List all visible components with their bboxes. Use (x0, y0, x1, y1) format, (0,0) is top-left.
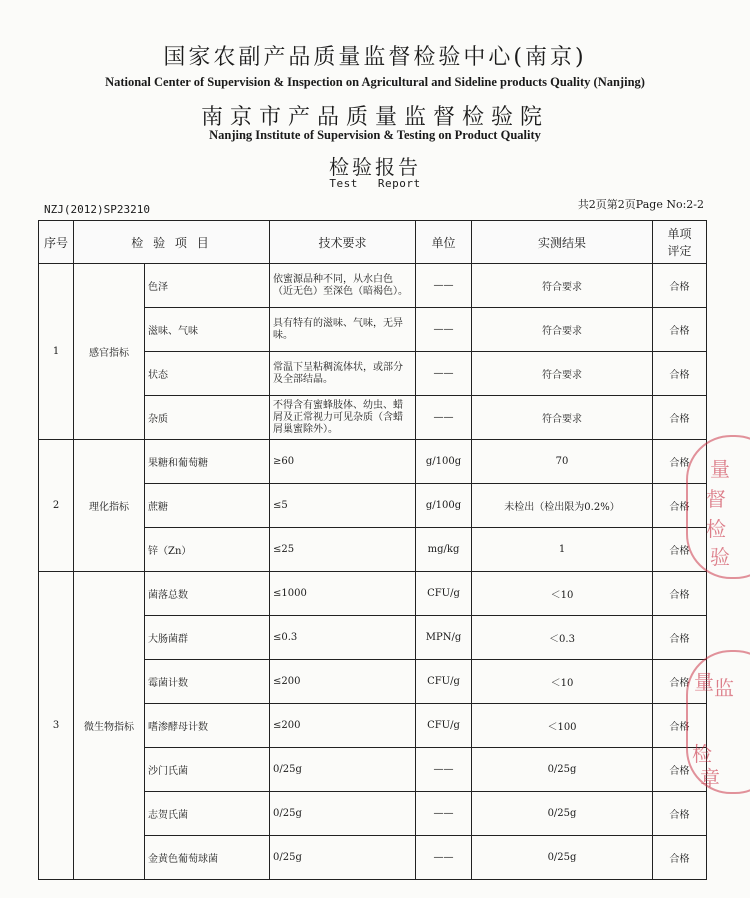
result-cell: 符合要求 (472, 308, 653, 352)
header-requirement: 技术要求 (270, 221, 416, 264)
requirement-cell: 0/25g (270, 792, 416, 836)
report-title-en-word1: Test (329, 177, 358, 190)
header-judgment (653, 221, 707, 264)
unit-cell: CFU/g (416, 572, 472, 616)
requirement-cell: 0/25g (270, 836, 416, 880)
stamp-char: 监 (714, 676, 734, 700)
result-cell: 70 (472, 440, 653, 484)
requirement-cell: ≤200 (270, 704, 416, 748)
judgment-cell: 合格 (653, 836, 707, 880)
group-name: 微生物指标 (74, 572, 145, 880)
requirement-cell: 依蜜源品种不同，从水白色（近无色）至深色（暗褐色）。 (270, 264, 416, 308)
requirement-cell: ≤5 (270, 484, 416, 528)
item-name: 霉菌计数 (145, 660, 270, 704)
header-item: 检 验 项 目 (74, 221, 270, 264)
judgment-cell: 合格 (653, 528, 707, 572)
center-title-cn: 国家农副产品质量监督检验中心(南京) (163, 45, 587, 70)
unit-cell: —— (416, 396, 472, 440)
requirement-cell: ≤25 (270, 528, 416, 572)
stamp-char: 检 (706, 517, 726, 541)
unit-cell: CFU/g (416, 704, 472, 748)
group-name: 感官指标 (74, 264, 145, 440)
item-name: 志贺氏菌 (145, 792, 270, 836)
result-cell: 未检出（检出限为0.2%） (472, 484, 653, 528)
group-number: 3 (39, 572, 74, 880)
item-name: 杂质 (145, 396, 270, 440)
header-no: 序号 (39, 221, 74, 264)
stamp-char: 督 (706, 487, 726, 511)
stamp-char: 章 (700, 766, 720, 790)
header-judgment-line2: 评定 (667, 244, 692, 258)
report-title-cn: 检验报告 (329, 155, 421, 179)
requirement-cell: ≥60 (270, 440, 416, 484)
requirement-cell: 常温下呈粘稠流体状，或部分及全部结晶。 (270, 352, 416, 396)
unit-cell: CFU/g (416, 660, 472, 704)
unit-cell: MPN/g (416, 616, 472, 660)
judgment-cell: 合格 (653, 308, 707, 352)
institute-title-en: Nanjing Institute of Supervision & Testing on Product Quality (209, 128, 541, 142)
item-name: 锌（Zn） (145, 528, 270, 572)
judgment-cell: 合格 (653, 572, 707, 616)
requirement-cell: ≤200 (270, 660, 416, 704)
judgment-cell: 合格 (653, 660, 707, 704)
judgment-cell: 合格 (653, 440, 707, 484)
result-cell: ＜100 (472, 704, 653, 748)
judgment-cell: 合格 (653, 704, 707, 748)
red-seal-stamp (686, 650, 750, 794)
judgment-cell: 合格 (653, 748, 707, 792)
institute-title-cn: 南京市产品质量监督检验院 (200, 105, 549, 130)
report-title-en-word2: Report (377, 177, 421, 190)
item-name: 金黄色葡萄球菌 (145, 836, 270, 880)
item-name: 果糖和葡萄糖 (145, 440, 270, 484)
result-cell: 0/25g (472, 792, 653, 836)
result-cell: 符合要求 (472, 352, 653, 396)
stamp-char: 量 (710, 457, 730, 481)
item-name: 状态 (145, 352, 270, 396)
requirement-cell: 0/25g (270, 748, 416, 792)
table-header-row (39, 221, 707, 264)
document-number: NZJ(2012)SP23210 (44, 203, 150, 216)
judgment-cell: 合格 (653, 396, 707, 440)
judgment-cell: 合格 (653, 616, 707, 660)
stamp-char: 量 (694, 670, 714, 694)
item-name: 沙门氏菌 (145, 748, 270, 792)
red-seal-stamp (686, 435, 750, 579)
table-row (39, 572, 707, 616)
stamp-char: 验 (710, 545, 730, 569)
unit-cell: —— (416, 308, 472, 352)
requirement-cell: ≤1000 (270, 572, 416, 616)
result-cell: 0/25g (472, 836, 653, 880)
result-cell: ＜10 (472, 572, 653, 616)
result-cell: ＜10 (472, 660, 653, 704)
judgment-cell: 合格 (653, 264, 707, 308)
unit-cell: —— (416, 264, 472, 308)
unit-cell: —— (416, 352, 472, 396)
unit-cell: —— (416, 836, 472, 880)
group-name: 理化指标 (74, 440, 145, 572)
judgment-cell: 合格 (653, 352, 707, 396)
item-name: 菌落总数 (145, 572, 270, 616)
result-cell: 1 (472, 528, 653, 572)
inspection-table (38, 220, 707, 880)
unit-cell: g/100g (416, 440, 472, 484)
group-number: 1 (39, 264, 74, 440)
table-row (39, 264, 707, 308)
judgment-cell: 合格 (653, 484, 707, 528)
unit-cell: —— (416, 792, 472, 836)
item-name: 蔗糖 (145, 484, 270, 528)
header-result: 实测结果 (472, 221, 653, 264)
unit-cell: g/100g (416, 484, 472, 528)
unit-cell: mg/kg (416, 528, 472, 572)
requirement-cell: ≤0.3 (270, 616, 416, 660)
unit-cell: —— (416, 748, 472, 792)
item-name: 滋味、气味 (145, 308, 270, 352)
stamp-char: 检 (692, 742, 712, 766)
requirement-cell: 具有特有的滋味、气味，无异味。 (270, 308, 416, 352)
item-name: 色泽 (145, 264, 270, 308)
center-title-en: National Center of Supervision & Inspection on Agricultural and Sideline products Quality (Nanjing) (105, 75, 645, 89)
page-number: 共2页第2页Page No:2-2 (577, 198, 704, 211)
item-name: 大肠菌群 (145, 616, 270, 660)
result-cell: ＜0.3 (472, 616, 653, 660)
header-unit: 单位 (416, 221, 472, 264)
table-body (39, 264, 707, 880)
judgment-cell: 合格 (653, 792, 707, 836)
result-cell: 符合要求 (472, 396, 653, 440)
group-number: 2 (39, 440, 74, 572)
item-name: 嗜渗酵母计数 (145, 704, 270, 748)
report-title-en (0, 177, 750, 190)
result-cell: 符合要求 (472, 264, 653, 308)
table-row (39, 440, 707, 484)
result-cell: 0/25g (472, 748, 653, 792)
requirement-cell: 不得含有蜜蜂肢体、幼虫、蜡屑及正常视力可见杂质（含蜡屑巢蜜除外）。 (270, 396, 416, 440)
header-judgment-line1: 单项 (667, 227, 692, 241)
